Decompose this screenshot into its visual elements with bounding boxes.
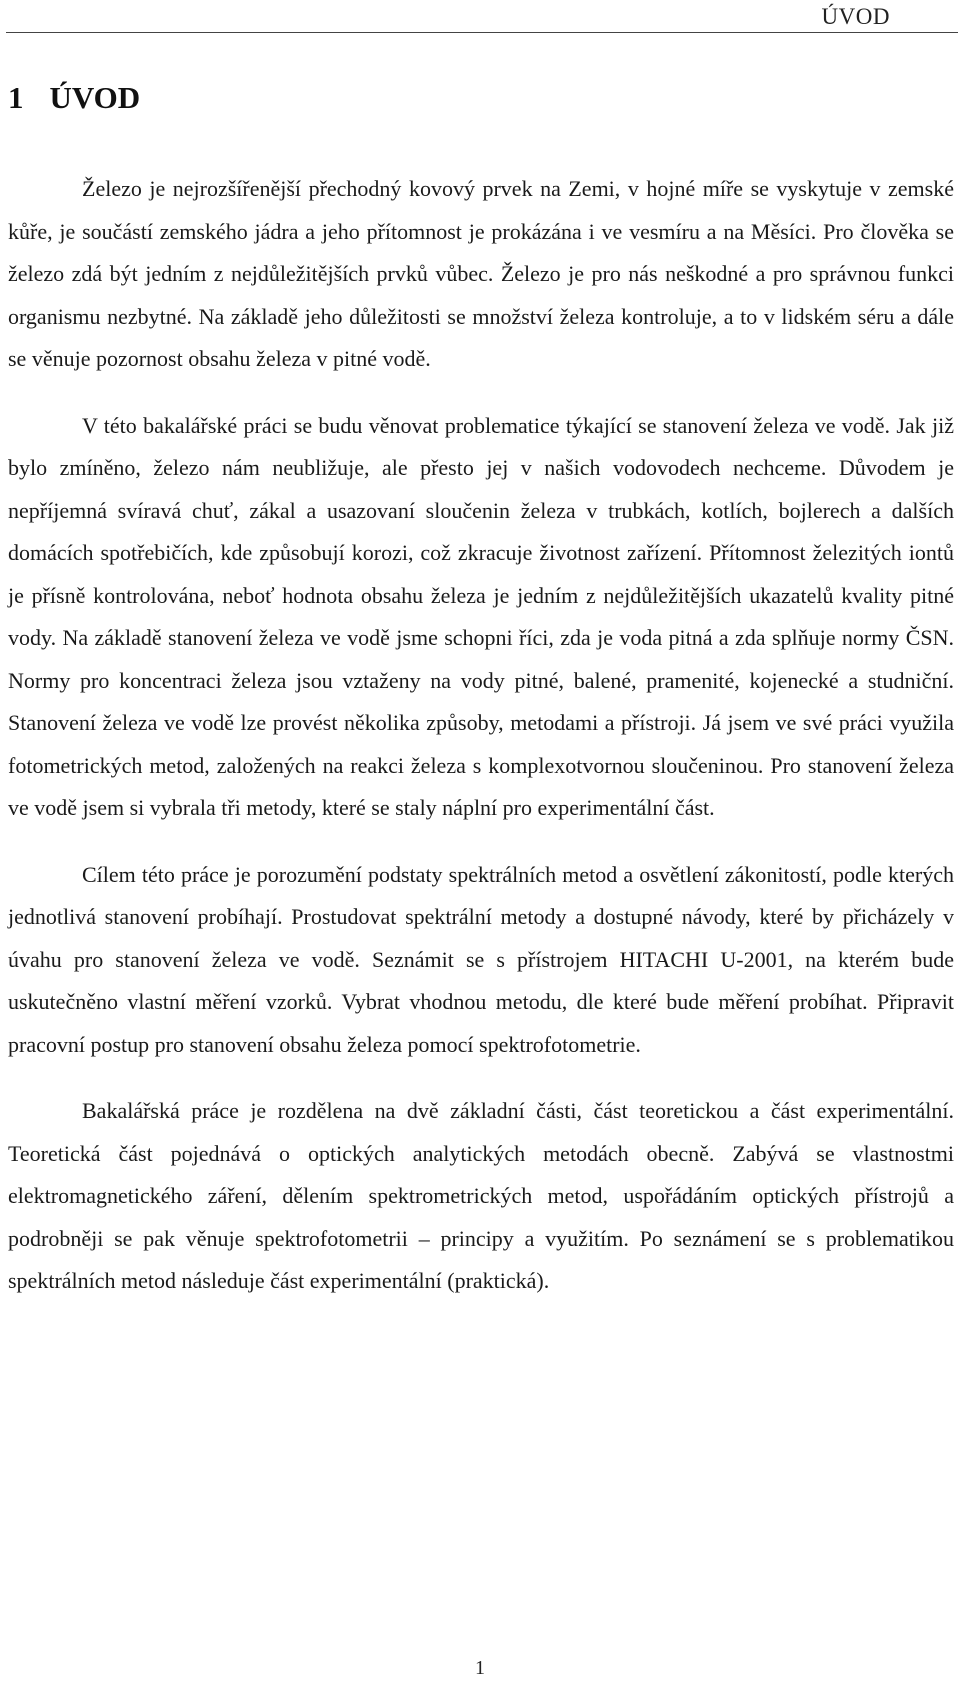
chapter-title [8, 80, 140, 116]
paragraph-2: V této bakalářské práci se budu věnovat problematice týkající se stanovení železa ve vodě. Jak již bylo zmíněno, železo nám neubližuje, ale přesto jej v našich vodovodech nechceme. Důvodem je nepříjemná svíravá chuť, zákal a usazovaní sloučenin železa v trubkách, kotlích, bojlerech a dalších domácích spotřebičích, kde způsobují korozi, což zkracuje životnost zařízení. Přítomnost železitých iontů je přísně kontrolována, neboť hodnota obsahu železa je jedním z nejdůležitějších ukazatelů kvality pitné vody. Na základě stanovení železa ve vodě jsme schopni říci, zda je voda pitná a zda splňuje normy ČSN. Normy pro koncentraci železa jsou vztaženy na vody pitné, balené, pramenité, kojenecké a studniční. Stanovení železa ve vodě lze provést několika způsoby, metodami a přístroji. Já jsem ve své práci využila fotometrických metod, založených na reakci železa s komplexotvornou sloučeninou. Pro stanovení železa ve vodě jsem si vybrala tři metody, které se staly náplní pro experimentální část. [8, 412, 954, 820]
paragraph-3: Cílem této práce je porozumění podstaty spektrálních metod a osvětlení zákonitostí, podle kterých jednotlivá stanovení probíhají. Prostudovat spektrální metody a dostupné návody, které by přicházely v úvahu pro stanovení železa ve vodě. Seznámit se s přístrojem HITACHI U-2001, na kterém bude uskutečněno vlastní měření vzorků. Vybrat vhodnou metodu, dle které bude měření probíhat. Připravit pracovní postup pro stanovení obsahu železa pomocí spektrofotometrie. [8, 861, 954, 1057]
running-header: ÚVOD [821, 4, 890, 29]
chapter-title-text: ÚVOD [49, 80, 141, 115]
body-text [8, 168, 954, 1327]
paragraph-1: Železo je nejrozšířenější přechodný kovový prvek na Zemi, v hojné míře se vyskytuje v zemské kůře, je součástí zemského jádra a jeho přítomnost je prokázána i ve vesmíru a na Měsíci. Pro člověka se železo zdá být jedním z nejdůležitějších prvků vůbec. Železo je pro nás neškodné a pro správnou funkci organismu nezbytné. Na základě jeho důležitosti se množství železa kontroluje, a to v lidském séru a dále se věnuje pozornost obsahu železa v pitné vodě. [8, 176, 954, 371]
paragraph-4: Bakalářská práce je rozdělena na dvě základní části, část teoretickou a část experimentální. Teoretická část pojednává o optických analytických metodách obecně. Zabývá se vlastnostmi elektromagnetického záření, dělením spektrometrických metod, uspořádáním optických přístrojů a podrobněji se pak věnuje spektrofotometrii – principy a využitím. Po seznámení se s problematikou spektrálních metod následuje část experimentální (praktická). [8, 1098, 954, 1293]
chapter-number: 1 [8, 80, 24, 115]
page-number: 1 [475, 1657, 485, 1679]
header-rule [6, 32, 958, 33]
